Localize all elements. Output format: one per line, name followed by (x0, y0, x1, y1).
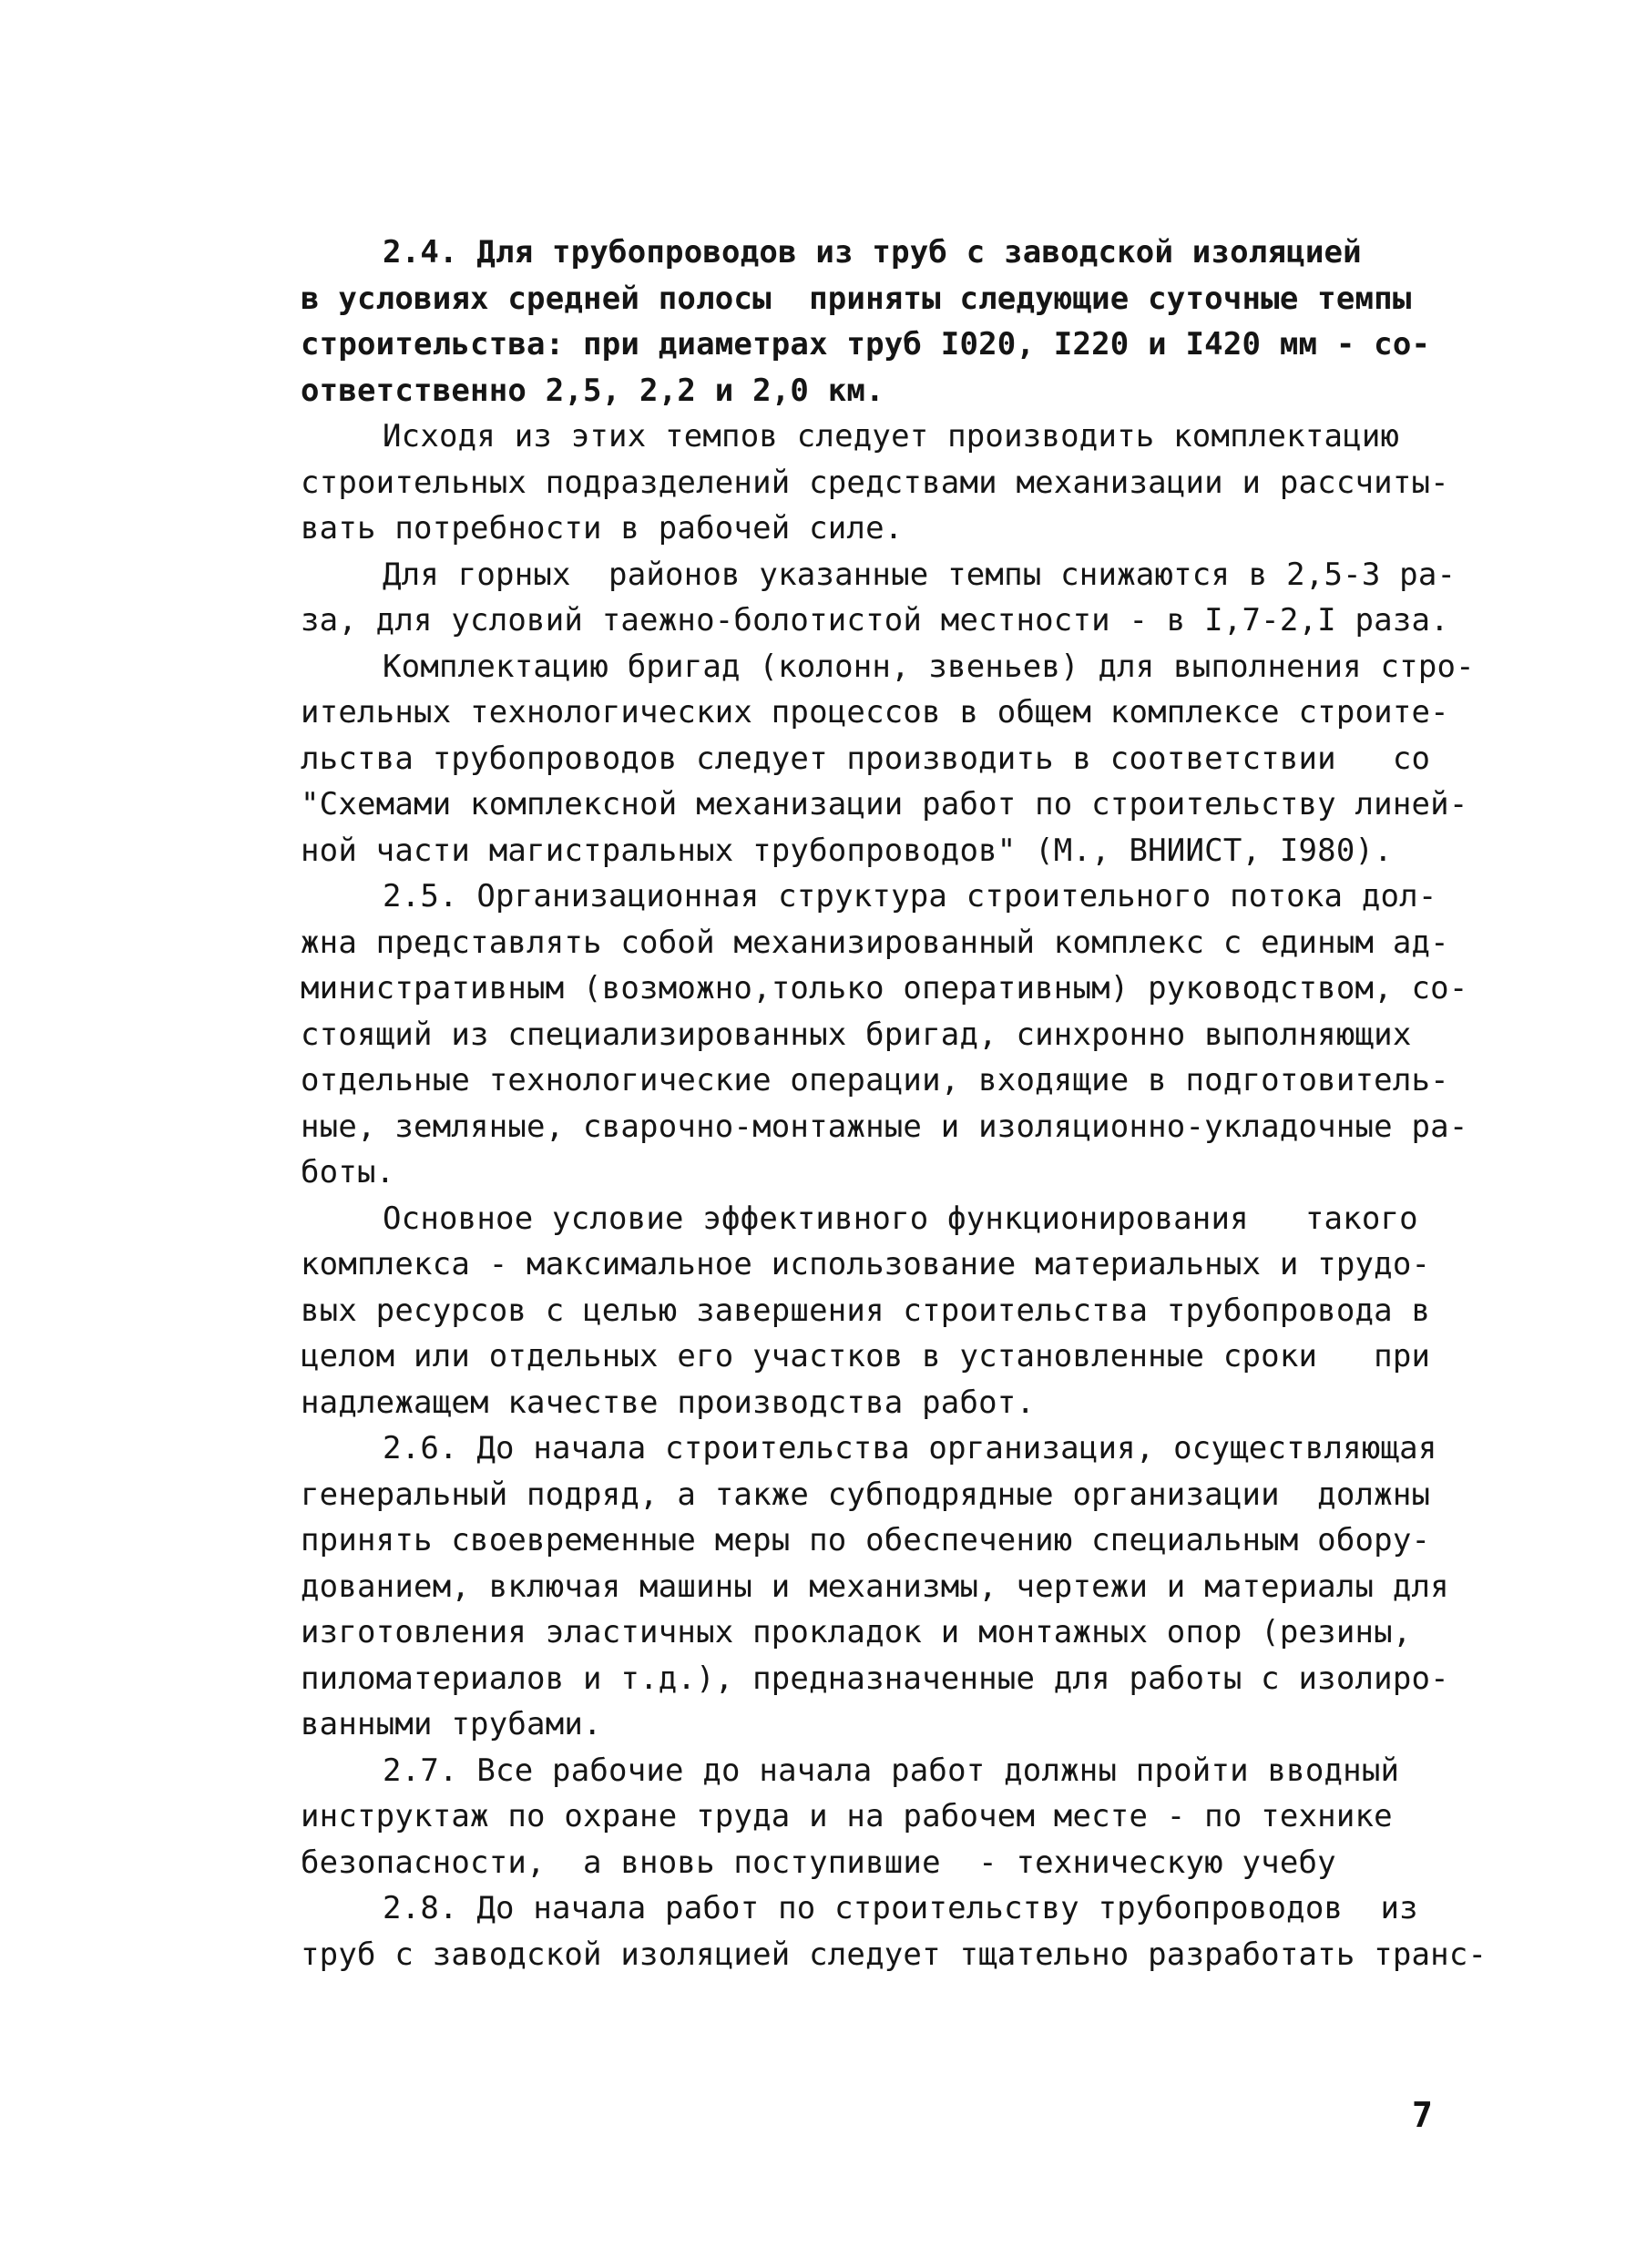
text-line: принять своевременные меры по обеспечению специальным обору- (301, 1522, 1431, 1558)
text-line: ные, земляные, сварочно-монтажные и изоляционно-укладочные ра- (301, 1108, 1468, 1145)
text-line: в условиях средней полосы приняты следующие суточные темпы (301, 280, 1412, 317)
text-line: министративным (возможно,только оперативным) руководством, со- (301, 970, 1468, 1006)
text-line: Исходя из этих темпов следует производить комплектацию (383, 418, 1400, 455)
body-text (301, 230, 1512, 1977)
paragraph-2-6 (301, 1425, 1512, 1748)
text-line: дованием, включая машины и механизмы, чертежи и материалы для (301, 1568, 1449, 1605)
text-line: Комплектацию бригад (колонн, звеньев) для выполнения стро- (383, 648, 1475, 685)
text-line: 2.7. Все рабочие до начала работ должны пройти вводный (383, 1752, 1400, 1789)
text-line: инструктаж по охране труда и на рабочем месте - по технике (301, 1798, 1393, 1834)
text-line: боты. (301, 1154, 395, 1190)
text-line: 2.8. До начала работ по строительству трубопроводов из (383, 1890, 1418, 1926)
text-line: вых ресурсов с целью завершения строительства трубопровода в (301, 1292, 1431, 1329)
text-line: безопасности, а вновь поступившие - техническую учебу (301, 1844, 1336, 1881)
text-line: целом или отдельных его участков в установленные сроки при (301, 1338, 1431, 1374)
text-line: Для горных районов указанные темпы снижаются в 2,5-3 ра- (383, 556, 1457, 593)
text-line: отдельные технологические операции, входящие в подготовитель- (301, 1062, 1449, 1098)
text-line: "Схемами комплексной механизации работ по строительству линей- (301, 786, 1468, 822)
text-line: жна представлять собой механизированный комплекс с единым ад- (301, 924, 1449, 961)
text-line: 2.4. Для трубопроводов из труб с заводской изоляцией (383, 234, 1362, 271)
text-line: изготовления эластичных прокладок и монтажных опор (резины, (301, 1614, 1412, 1650)
paragraph-gornyh (301, 552, 1512, 644)
text-line: ответственно 2,5, 2,2 и 2,0 км. (301, 372, 884, 409)
text-line: ной части магистральных трубопроводов" (М., ВНИИСТ, I980). (301, 832, 1393, 869)
text-line: строительных подразделений средствами механизации и рассчиты- (301, 464, 1449, 501)
text-line: стоящий из специализированных бригад, синхронно выполняющих (301, 1016, 1412, 1053)
text-line: ительных технологических процессов в общем комплексе строите- (301, 694, 1449, 730)
paragraph-ishodya (301, 414, 1512, 552)
text-line: льства трубопроводов следует производить в соответствии со (301, 740, 1431, 777)
text-line: надлежащем качестве производства работ. (301, 1384, 1036, 1421)
text-line: пиломатериалов и т.д.), предназначенные для работы с изолиро- (301, 1660, 1449, 1697)
text-line: вать потребности в рабочей силе. (301, 510, 904, 547)
paragraph-2-8 (301, 1885, 1512, 1977)
paragraph-2-4 (301, 230, 1512, 414)
text-line: 2.5. Организационная структура строительного потока дол- (383, 878, 1437, 914)
text-line: строительства: при диаметрах труб I020, I220 и I420 мм - со- (301, 326, 1431, 363)
text-line: генеральный подряд, а также субподрядные организации должны (301, 1476, 1431, 1513)
text-line: Основное условие эффективного функционирования такого (383, 1200, 1418, 1237)
text-line: ванными трубами. (301, 1706, 602, 1742)
paragraph-2-7 (301, 1748, 1512, 1886)
text-line: за, для условий таежно-болотистой местности - в I,7-2,I раза. (301, 602, 1449, 639)
text-line: труб с заводской изоляцией следует тщательно разработать транс- (301, 1936, 1488, 1973)
text-line: 2.6. До начала строительства организация, осуществляющая (383, 1430, 1437, 1466)
paragraph-2-5 (301, 873, 1512, 1196)
page-number: 7 (1412, 2095, 1433, 2135)
paragraph-osnovnoe (301, 1196, 1512, 1426)
text-line: комплекса - максимальное использование материальных и трудо- (301, 1246, 1431, 1282)
paragraph-komplektaciyu (301, 644, 1512, 874)
